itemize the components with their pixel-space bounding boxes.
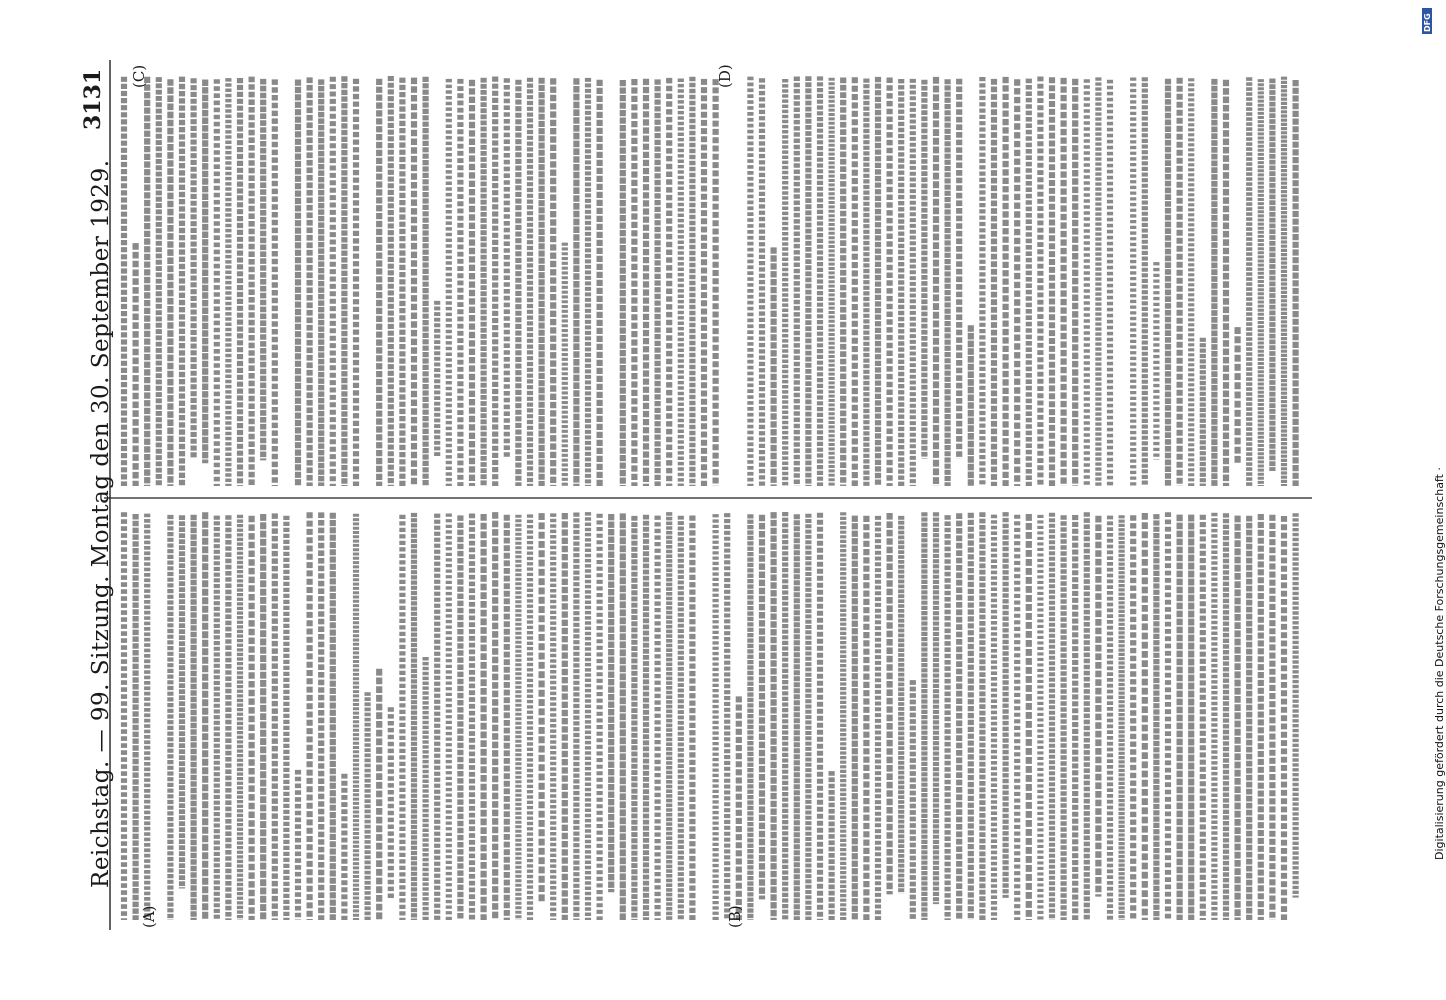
left-column-text <box>124 512 1296 920</box>
margin-letter-d: (D) <box>716 64 734 88</box>
margin-letter-c: (C) <box>130 64 148 88</box>
page-header-title: Reichstag. — 99. Sitzung. Montag den 30. September 1929. <box>88 159 114 888</box>
dfg-logo-text: DFG <box>1423 13 1432 32</box>
dfg-logo <box>1422 8 1432 34</box>
digitization-notice: Digitalisierung gefördert durch die Deutsche Forschungsgemeinschaft · <box>1433 467 1446 860</box>
right-column-text <box>124 76 1296 486</box>
margin-letter-b: (B) <box>726 905 744 928</box>
margin-letter-a: (A) <box>140 905 158 928</box>
page-number: 3131 <box>80 68 106 130</box>
